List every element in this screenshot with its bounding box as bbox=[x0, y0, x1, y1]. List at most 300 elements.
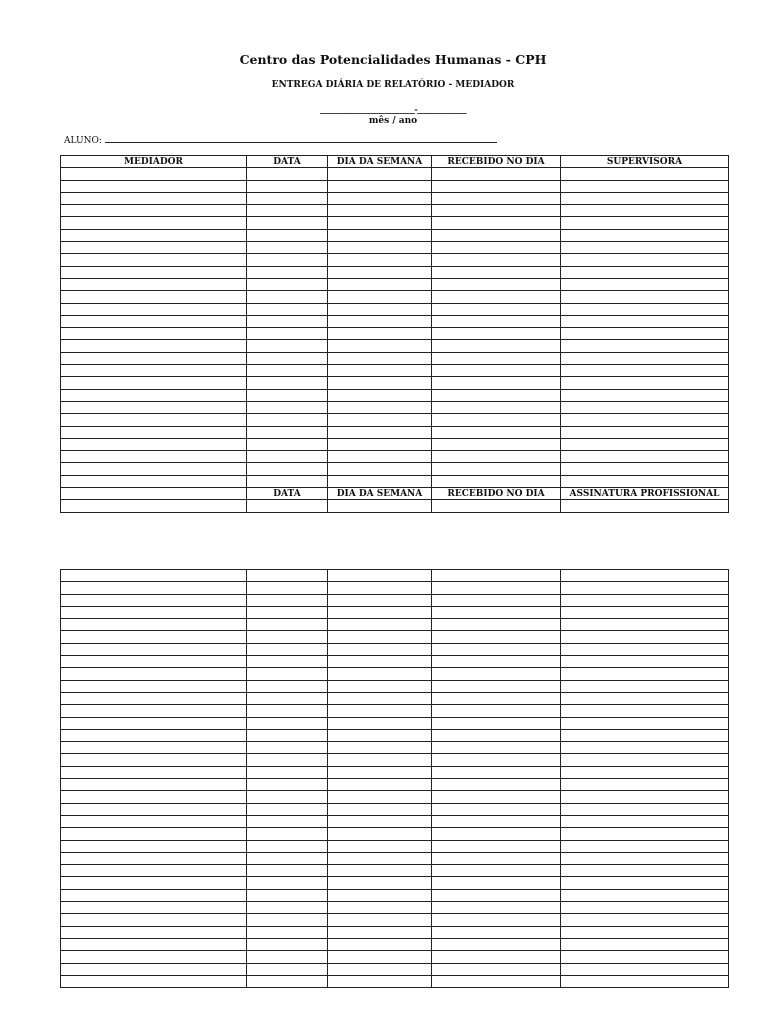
mediator-cell[interactable] bbox=[61, 705, 247, 717]
weekday-cell[interactable] bbox=[328, 852, 432, 864]
mediator-cell[interactable] bbox=[61, 754, 247, 766]
received-cell[interactable] bbox=[432, 631, 561, 643]
received-cell[interactable] bbox=[432, 914, 561, 926]
received-cell[interactable] bbox=[432, 643, 561, 655]
received-cell[interactable] bbox=[432, 594, 561, 606]
signature-cell[interactable] bbox=[561, 254, 729, 266]
received-cell[interactable] bbox=[432, 254, 561, 266]
date-cell[interactable] bbox=[247, 242, 328, 254]
weekday-cell[interactable] bbox=[328, 500, 432, 512]
date-cell[interactable] bbox=[247, 352, 328, 364]
received-cell[interactable] bbox=[432, 766, 561, 778]
received-cell[interactable] bbox=[432, 865, 561, 877]
weekday-cell[interactable] bbox=[328, 692, 432, 704]
mediator-cell[interactable] bbox=[61, 692, 247, 704]
weekday-cell[interactable] bbox=[328, 389, 432, 401]
mediator-cell[interactable] bbox=[61, 438, 247, 450]
signature-cell[interactable] bbox=[561, 278, 729, 290]
signature-cell[interactable] bbox=[561, 229, 729, 241]
signature-cell[interactable] bbox=[561, 815, 729, 827]
date-cell[interactable] bbox=[247, 217, 328, 229]
weekday-cell[interactable] bbox=[328, 729, 432, 741]
weekday-cell[interactable] bbox=[328, 291, 432, 303]
received-cell[interactable] bbox=[432, 303, 561, 315]
signature-cell[interactable] bbox=[561, 803, 729, 815]
date-cell[interactable] bbox=[247, 438, 328, 450]
weekday-cell[interactable] bbox=[328, 902, 432, 914]
date-cell[interactable] bbox=[247, 631, 328, 643]
mediator-cell[interactable] bbox=[61, 594, 247, 606]
signature-cell[interactable] bbox=[561, 570, 729, 582]
signature-cell[interactable] bbox=[561, 340, 729, 352]
date-cell[interactable] bbox=[247, 475, 328, 487]
received-cell[interactable] bbox=[432, 500, 561, 512]
date-cell[interactable] bbox=[247, 365, 328, 377]
weekday-cell[interactable] bbox=[328, 828, 432, 840]
weekday-cell[interactable] bbox=[328, 963, 432, 975]
received-cell[interactable] bbox=[432, 705, 561, 717]
signature-cell[interactable] bbox=[561, 742, 729, 754]
received-cell[interactable] bbox=[432, 717, 561, 729]
mediator-cell[interactable] bbox=[61, 877, 247, 889]
weekday-cell[interactable] bbox=[328, 340, 432, 352]
mediator-cell[interactable] bbox=[61, 717, 247, 729]
date-cell[interactable] bbox=[247, 840, 328, 852]
signature-cell[interactable] bbox=[561, 377, 729, 389]
weekday-cell[interactable] bbox=[328, 938, 432, 950]
signature-cell[interactable] bbox=[561, 926, 729, 938]
signature-cell[interactable] bbox=[561, 414, 729, 426]
received-cell[interactable] bbox=[432, 779, 561, 791]
signature-cell[interactable] bbox=[561, 729, 729, 741]
weekday-cell[interactable] bbox=[328, 192, 432, 204]
weekday-cell[interactable] bbox=[328, 570, 432, 582]
received-cell[interactable] bbox=[432, 902, 561, 914]
mediator-cell[interactable] bbox=[61, 168, 247, 180]
received-cell[interactable] bbox=[432, 975, 561, 987]
weekday-cell[interactable] bbox=[328, 815, 432, 827]
signature-cell[interactable] bbox=[561, 975, 729, 987]
weekday-cell[interactable] bbox=[328, 168, 432, 180]
received-cell[interactable] bbox=[432, 475, 561, 487]
mediator-cell[interactable] bbox=[61, 902, 247, 914]
weekday-cell[interactable] bbox=[328, 315, 432, 327]
signature-cell[interactable] bbox=[561, 451, 729, 463]
received-cell[interactable] bbox=[432, 451, 561, 463]
weekday-cell[interactable] bbox=[328, 680, 432, 692]
mediator-cell[interactable] bbox=[61, 192, 247, 204]
weekday-cell[interactable] bbox=[328, 463, 432, 475]
date-cell[interactable] bbox=[247, 742, 328, 754]
signature-cell[interactable] bbox=[561, 656, 729, 668]
received-cell[interactable] bbox=[432, 278, 561, 290]
signature-cell[interactable] bbox=[561, 643, 729, 655]
mediator-cell[interactable] bbox=[61, 365, 247, 377]
received-cell[interactable] bbox=[432, 582, 561, 594]
signature-cell[interactable] bbox=[561, 168, 729, 180]
date-cell[interactable] bbox=[247, 779, 328, 791]
signature-cell[interactable] bbox=[561, 705, 729, 717]
mediator-cell[interactable] bbox=[61, 951, 247, 963]
date-cell[interactable] bbox=[247, 692, 328, 704]
weekday-cell[interactable] bbox=[328, 438, 432, 450]
signature-cell[interactable] bbox=[561, 717, 729, 729]
mediator-cell[interactable] bbox=[61, 291, 247, 303]
date-cell[interactable] bbox=[247, 717, 328, 729]
weekday-cell[interactable] bbox=[328, 254, 432, 266]
received-cell[interactable] bbox=[432, 389, 561, 401]
signature-cell[interactable] bbox=[561, 865, 729, 877]
received-cell[interactable] bbox=[432, 570, 561, 582]
signature-cell[interactable] bbox=[561, 754, 729, 766]
date-cell[interactable] bbox=[247, 180, 328, 192]
received-cell[interactable] bbox=[432, 606, 561, 618]
mediator-cell[interactable] bbox=[61, 815, 247, 827]
weekday-cell[interactable] bbox=[328, 229, 432, 241]
weekday-cell[interactable] bbox=[328, 766, 432, 778]
received-cell[interactable] bbox=[432, 656, 561, 668]
signature-cell[interactable] bbox=[561, 791, 729, 803]
date-cell[interactable] bbox=[247, 582, 328, 594]
signature-cell[interactable] bbox=[561, 303, 729, 315]
signature-cell[interactable] bbox=[561, 951, 729, 963]
date-cell[interactable] bbox=[247, 500, 328, 512]
signature-cell[interactable] bbox=[561, 914, 729, 926]
signature-cell[interactable] bbox=[561, 668, 729, 680]
signature-cell[interactable] bbox=[561, 180, 729, 192]
received-cell[interactable] bbox=[432, 877, 561, 889]
mediator-cell[interactable] bbox=[61, 779, 247, 791]
weekday-cell[interactable] bbox=[328, 401, 432, 413]
mediator-cell[interactable] bbox=[61, 217, 247, 229]
received-cell[interactable] bbox=[432, 951, 561, 963]
weekday-cell[interactable] bbox=[328, 475, 432, 487]
signature-cell[interactable] bbox=[561, 500, 729, 512]
mediator-cell[interactable] bbox=[61, 463, 247, 475]
date-cell[interactable] bbox=[247, 975, 328, 987]
mediator-cell[interactable] bbox=[61, 180, 247, 192]
received-cell[interactable] bbox=[432, 315, 561, 327]
mediator-cell[interactable] bbox=[61, 975, 247, 987]
date-cell[interactable] bbox=[247, 815, 328, 827]
date-cell[interactable] bbox=[247, 606, 328, 618]
mediator-cell[interactable] bbox=[61, 570, 247, 582]
weekday-cell[interactable] bbox=[328, 840, 432, 852]
mediator-cell[interactable] bbox=[61, 619, 247, 631]
signature-cell[interactable] bbox=[561, 902, 729, 914]
weekday-cell[interactable] bbox=[328, 656, 432, 668]
weekday-cell[interactable] bbox=[328, 451, 432, 463]
signature-cell[interactable] bbox=[561, 217, 729, 229]
date-cell[interactable] bbox=[247, 414, 328, 426]
mediator-cell[interactable] bbox=[61, 451, 247, 463]
date-cell[interactable] bbox=[247, 205, 328, 217]
received-cell[interactable] bbox=[432, 692, 561, 704]
received-cell[interactable] bbox=[432, 680, 561, 692]
received-cell[interactable] bbox=[432, 180, 561, 192]
signature-cell[interactable] bbox=[561, 631, 729, 643]
received-cell[interactable] bbox=[432, 938, 561, 950]
mediator-cell[interactable] bbox=[61, 229, 247, 241]
signature-cell[interactable] bbox=[561, 242, 729, 254]
mediator-cell[interactable] bbox=[61, 680, 247, 692]
mediator-cell[interactable] bbox=[61, 500, 247, 512]
weekday-cell[interactable] bbox=[328, 951, 432, 963]
date-cell[interactable] bbox=[247, 426, 328, 438]
mediator-cell[interactable] bbox=[61, 791, 247, 803]
signature-cell[interactable] bbox=[561, 192, 729, 204]
weekday-cell[interactable] bbox=[328, 779, 432, 791]
date-cell[interactable] bbox=[247, 463, 328, 475]
mediator-cell[interactable] bbox=[61, 865, 247, 877]
weekday-cell[interactable] bbox=[328, 643, 432, 655]
signature-cell[interactable] bbox=[561, 594, 729, 606]
mediator-cell[interactable] bbox=[61, 852, 247, 864]
date-cell[interactable] bbox=[247, 278, 328, 290]
mediator-cell[interactable] bbox=[61, 889, 247, 901]
weekday-cell[interactable] bbox=[328, 877, 432, 889]
received-cell[interactable] bbox=[432, 352, 561, 364]
signature-cell[interactable] bbox=[561, 475, 729, 487]
date-cell[interactable] bbox=[247, 229, 328, 241]
weekday-cell[interactable] bbox=[328, 414, 432, 426]
weekday-cell[interactable] bbox=[328, 742, 432, 754]
received-cell[interactable] bbox=[432, 463, 561, 475]
weekday-cell[interactable] bbox=[328, 668, 432, 680]
date-cell[interactable] bbox=[247, 254, 328, 266]
mediator-cell[interactable] bbox=[61, 631, 247, 643]
mediator-cell[interactable] bbox=[61, 828, 247, 840]
received-cell[interactable] bbox=[432, 619, 561, 631]
signature-cell[interactable] bbox=[561, 389, 729, 401]
received-cell[interactable] bbox=[432, 438, 561, 450]
received-cell[interactable] bbox=[432, 377, 561, 389]
signature-cell[interactable] bbox=[561, 205, 729, 217]
mediator-cell[interactable] bbox=[61, 656, 247, 668]
received-cell[interactable] bbox=[432, 815, 561, 827]
signature-cell[interactable] bbox=[561, 291, 729, 303]
weekday-cell[interactable] bbox=[328, 606, 432, 618]
mediator-cell[interactable] bbox=[61, 266, 247, 278]
signature-cell[interactable] bbox=[561, 938, 729, 950]
mediator-cell[interactable] bbox=[61, 303, 247, 315]
mediator-cell[interactable] bbox=[61, 766, 247, 778]
weekday-cell[interactable] bbox=[328, 278, 432, 290]
signature-cell[interactable] bbox=[561, 606, 729, 618]
weekday-cell[interactable] bbox=[328, 303, 432, 315]
received-cell[interactable] bbox=[432, 426, 561, 438]
date-cell[interactable] bbox=[247, 340, 328, 352]
date-cell[interactable] bbox=[247, 594, 328, 606]
mediator-cell[interactable] bbox=[61, 742, 247, 754]
received-cell[interactable] bbox=[432, 414, 561, 426]
signature-cell[interactable] bbox=[561, 315, 729, 327]
date-cell[interactable] bbox=[247, 963, 328, 975]
mediator-cell[interactable] bbox=[61, 352, 247, 364]
date-cell[interactable] bbox=[247, 303, 328, 315]
signature-cell[interactable] bbox=[561, 680, 729, 692]
mediator-cell[interactable] bbox=[61, 414, 247, 426]
received-cell[interactable] bbox=[432, 217, 561, 229]
signature-cell[interactable] bbox=[561, 963, 729, 975]
mediator-cell[interactable] bbox=[61, 582, 247, 594]
received-cell[interactable] bbox=[432, 340, 561, 352]
weekday-cell[interactable] bbox=[328, 791, 432, 803]
mediator-cell[interactable] bbox=[61, 254, 247, 266]
date-cell[interactable] bbox=[247, 803, 328, 815]
signature-cell[interactable] bbox=[561, 352, 729, 364]
weekday-cell[interactable] bbox=[328, 594, 432, 606]
date-cell[interactable] bbox=[247, 914, 328, 926]
date-cell[interactable] bbox=[247, 754, 328, 766]
mediator-cell[interactable] bbox=[61, 242, 247, 254]
signature-cell[interactable] bbox=[561, 619, 729, 631]
weekday-cell[interactable] bbox=[328, 377, 432, 389]
date-cell[interactable] bbox=[247, 938, 328, 950]
signature-cell[interactable] bbox=[561, 438, 729, 450]
mediator-cell[interactable] bbox=[61, 205, 247, 217]
date-cell[interactable] bbox=[247, 168, 328, 180]
weekday-cell[interactable] bbox=[328, 705, 432, 717]
mediator-cell[interactable] bbox=[61, 840, 247, 852]
weekday-cell[interactable] bbox=[328, 754, 432, 766]
date-cell[interactable] bbox=[247, 643, 328, 655]
mediator-cell[interactable] bbox=[61, 926, 247, 938]
signature-cell[interactable] bbox=[561, 328, 729, 340]
date-cell[interactable] bbox=[247, 705, 328, 717]
mediator-cell[interactable] bbox=[61, 315, 247, 327]
date-cell[interactable] bbox=[247, 889, 328, 901]
received-cell[interactable] bbox=[432, 266, 561, 278]
signature-cell[interactable] bbox=[561, 401, 729, 413]
received-cell[interactable] bbox=[432, 192, 561, 204]
received-cell[interactable] bbox=[432, 205, 561, 217]
received-cell[interactable] bbox=[432, 401, 561, 413]
mediator-cell[interactable] bbox=[61, 729, 247, 741]
mediator-cell[interactable] bbox=[61, 643, 247, 655]
date-cell[interactable] bbox=[247, 791, 328, 803]
received-cell[interactable] bbox=[432, 365, 561, 377]
received-cell[interactable] bbox=[432, 828, 561, 840]
signature-cell[interactable] bbox=[561, 582, 729, 594]
date-cell[interactable] bbox=[247, 668, 328, 680]
weekday-cell[interactable] bbox=[328, 426, 432, 438]
received-cell[interactable] bbox=[432, 963, 561, 975]
mediator-cell[interactable] bbox=[61, 377, 247, 389]
received-cell[interactable] bbox=[432, 229, 561, 241]
date-cell[interactable] bbox=[247, 951, 328, 963]
date-cell[interactable] bbox=[247, 315, 328, 327]
mediator-cell[interactable] bbox=[61, 389, 247, 401]
student-fill-line[interactable] bbox=[105, 134, 497, 143]
received-cell[interactable] bbox=[432, 926, 561, 938]
received-cell[interactable] bbox=[432, 803, 561, 815]
received-cell[interactable] bbox=[432, 729, 561, 741]
weekday-cell[interactable] bbox=[328, 717, 432, 729]
weekday-cell[interactable] bbox=[328, 582, 432, 594]
date-cell[interactable] bbox=[247, 729, 328, 741]
weekday-cell[interactable] bbox=[328, 926, 432, 938]
mediator-cell[interactable] bbox=[61, 328, 247, 340]
signature-cell[interactable] bbox=[561, 779, 729, 791]
weekday-cell[interactable] bbox=[328, 914, 432, 926]
received-cell[interactable] bbox=[432, 242, 561, 254]
weekday-cell[interactable] bbox=[328, 217, 432, 229]
mediator-cell[interactable] bbox=[61, 668, 247, 680]
weekday-cell[interactable] bbox=[328, 889, 432, 901]
signature-cell[interactable] bbox=[561, 426, 729, 438]
weekday-cell[interactable] bbox=[328, 865, 432, 877]
signature-cell[interactable] bbox=[561, 365, 729, 377]
signature-cell[interactable] bbox=[561, 266, 729, 278]
date-cell[interactable] bbox=[247, 619, 328, 631]
received-cell[interactable] bbox=[432, 168, 561, 180]
weekday-cell[interactable] bbox=[328, 242, 432, 254]
mediator-cell[interactable] bbox=[61, 914, 247, 926]
weekday-cell[interactable] bbox=[328, 619, 432, 631]
signature-cell[interactable] bbox=[561, 692, 729, 704]
mediator-cell[interactable] bbox=[61, 475, 247, 487]
date-cell[interactable] bbox=[247, 570, 328, 582]
date-cell[interactable] bbox=[247, 828, 328, 840]
date-cell[interactable] bbox=[247, 377, 328, 389]
date-cell[interactable] bbox=[247, 192, 328, 204]
date-cell[interactable] bbox=[247, 852, 328, 864]
signature-cell[interactable] bbox=[561, 840, 729, 852]
received-cell[interactable] bbox=[432, 840, 561, 852]
date-cell[interactable] bbox=[247, 401, 328, 413]
date-cell[interactable] bbox=[247, 680, 328, 692]
mediator-cell[interactable] bbox=[61, 426, 247, 438]
date-cell[interactable] bbox=[247, 926, 328, 938]
date-cell[interactable] bbox=[247, 389, 328, 401]
signature-cell[interactable] bbox=[561, 877, 729, 889]
signature-cell[interactable] bbox=[561, 463, 729, 475]
mediator-cell[interactable] bbox=[61, 963, 247, 975]
received-cell[interactable] bbox=[432, 889, 561, 901]
signature-cell[interactable] bbox=[561, 852, 729, 864]
mediator-cell[interactable] bbox=[61, 340, 247, 352]
mediator-cell[interactable] bbox=[61, 401, 247, 413]
weekday-cell[interactable] bbox=[328, 205, 432, 217]
weekday-cell[interactable] bbox=[328, 631, 432, 643]
date-cell[interactable] bbox=[247, 656, 328, 668]
date-cell[interactable] bbox=[247, 877, 328, 889]
weekday-cell[interactable] bbox=[328, 975, 432, 987]
weekday-cell[interactable] bbox=[328, 266, 432, 278]
weekday-cell[interactable] bbox=[328, 180, 432, 192]
date-cell[interactable] bbox=[247, 766, 328, 778]
received-cell[interactable] bbox=[432, 742, 561, 754]
mediator-cell[interactable] bbox=[61, 803, 247, 815]
date-cell[interactable] bbox=[247, 451, 328, 463]
signature-cell[interactable] bbox=[561, 828, 729, 840]
received-cell[interactable] bbox=[432, 668, 561, 680]
received-cell[interactable] bbox=[432, 852, 561, 864]
signature-cell[interactable] bbox=[561, 889, 729, 901]
received-cell[interactable] bbox=[432, 328, 561, 340]
received-cell[interactable] bbox=[432, 791, 561, 803]
received-cell[interactable] bbox=[432, 291, 561, 303]
mediator-cell[interactable] bbox=[61, 606, 247, 618]
date-cell[interactable] bbox=[247, 865, 328, 877]
date-cell[interactable] bbox=[247, 266, 328, 278]
date-cell[interactable] bbox=[247, 328, 328, 340]
received-cell[interactable] bbox=[432, 754, 561, 766]
mediator-cell[interactable] bbox=[61, 278, 247, 290]
date-cell[interactable] bbox=[247, 291, 328, 303]
weekday-cell[interactable] bbox=[328, 328, 432, 340]
